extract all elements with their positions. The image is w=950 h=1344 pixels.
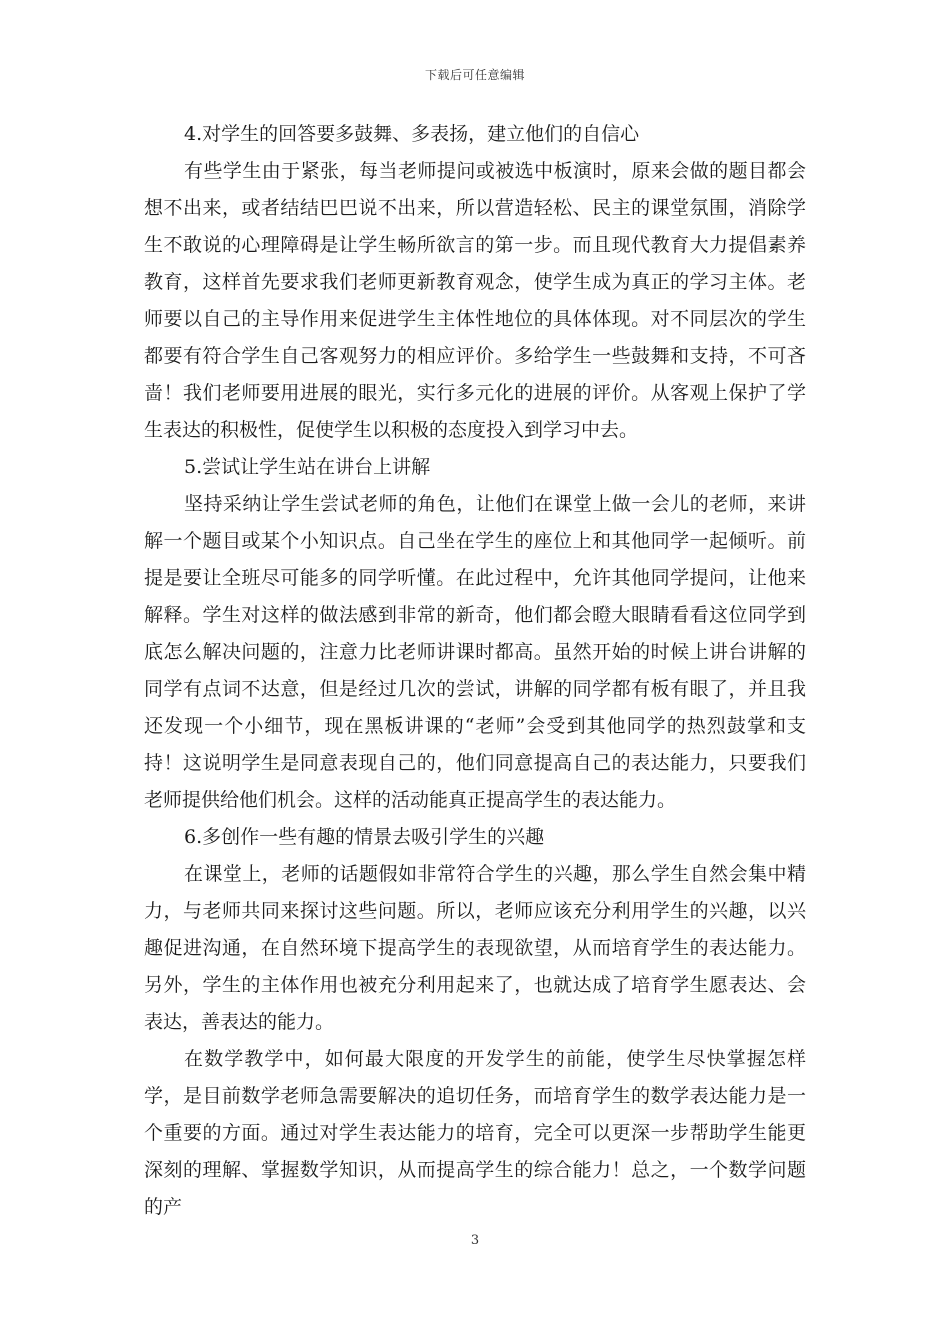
page-header: 下载后可任意编辑 (424, 68, 525, 82)
document-body (144, 116, 806, 1226)
paragraph: 在数学教学中，如何最大限度的开发学生的前能，使学生尽快掌握怎样学，是目前数学老师急需要解决的追切任务，而培育学生的数学表达能力是一个重要的方面。通过对学生表达能力的培育，完全可以更深一步帮助学生能更深刻的理解、掌握数学知识，从而提高学生的综合能力！总之，一个数学问题的产 (144, 1048, 806, 1218)
section-heading-6: 6.多创作一些有趣的情景去吸引学生的兴趣 (184, 826, 545, 848)
section-heading-4: 4.对学生的回答要多鼓舞、多表扬，建立他们的自信心 (184, 123, 640, 145)
paragraph: 在课堂上，老师的话题假如非常符合学生的兴趣，那么学生自然会集中精力，与老师共同来探讨这些问题。所以，老师应该充分利用学生的兴趣，以兴趣促进沟通，在自然环境下提高学生的表现欲望，从而培育学生的表达能力。另外，学生的主体作用也被充分利用起来了，也就达成了培育学生愿表达、会表达，善表达的能力。 (144, 863, 806, 1033)
section-heading-5: 5.尝试让学生站在讲台上讲解 (184, 456, 431, 478)
paragraph: 有些学生由于紧张，每当老师提问或被选中板演时，原来会做的题目都会想不出来，或者结结巴巴说不出来，所以营造轻松、民主的课堂氛围，消除学生不敢说的心理障碍是让学生畅所欲言的第一步。而且现代教育大力提倡素养教育，这样首先要求我们老师更新教育观念，使学生成为真正的学习主体。老师要以自己的主导作用来促进学生主体性地位的具体体现。对不同层次的学生都要有符合学生自己客观努力的相应评价。多给学生一些鼓舞和支持，不可吝啬！我们老师要用进展的眼光，实行多元化的进展的评价。从客观上保护了学生表达的积极性，促使学生以积极的态度投入到学习中去。 (144, 160, 806, 441)
page-number: 3 (470, 1233, 480, 1248)
paragraph: 坚持采纳让学生尝试老师的角色，让他们在课堂上做一会儿的老师，来讲解一个题目或某个小知识点。自己坐在学生的座位上和其他同学一起倾听。前提是要让全班尽可能多的同学听懂。在此过程中，允许其他同学提问，让他来解释。学生对这样的做法感到非常的新奇，他们都会瞪大眼睛看看这位同学到底怎么解决问题的，注意力比老师讲课时都高。虽然开始的时候上讲台讲解的同学有点词不达意，但是经过几次的尝试，讲解的同学都有板有眼了，并且我还发现一个小细节，现在黑板讲课的“老师”会受到其他同学的热烈鼓掌和支持！这说明学生是同意表现自己的，他们同意提高自己的表达能力，只要我们老师提供给他们机会。这样的活动能真正提高学生的表达能力。 (144, 493, 806, 811)
